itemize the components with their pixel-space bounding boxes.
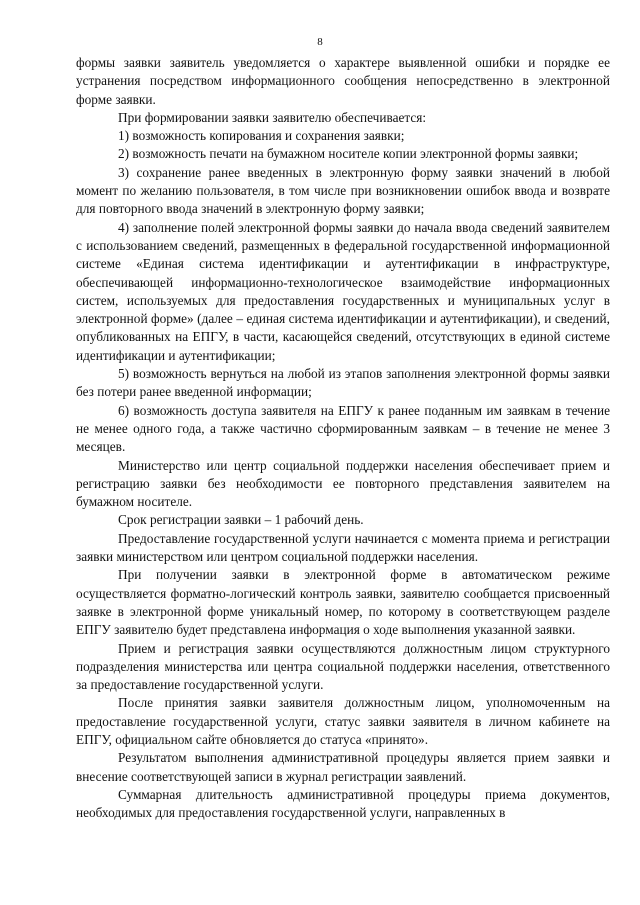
document-body [76, 54, 610, 822]
paragraph: При получении заявки в электронной форме в автоматическом режиме осуществляется форматно-логический контроль заявки, заявителю сообщается присвоенный заявке в электронной форме уникальный номер, по которому в соответствующем разделе ЕПГУ заявителю будет представлена информация о ходе выполнения указанной заявки. [76, 567, 610, 638]
paragraph: Прием и регистрация заявки осуществляются должностным лицом структурного подразделения министерства или центра социальной поддержки населения, ответственного за предоставление государственной услуги. [76, 640, 610, 693]
paragraph: формы заявки заявитель уведомляется о характере выявленной ошибки и порядке ее устранения посредством информационного сообщения непосредственно в электронной форме заявки. [76, 55, 610, 107]
list-item: 6) возможность доступа заявителя на ЕПГУ к ранее поданным им заявкам в течение не менее одного года, а также частично сформированным заявкам – в течение не менее 3 месяцев. [76, 402, 610, 455]
paragraph: Суммарная длительность административной процедуры приема документов, необходимых для предоставления государственной услуги, направленных в [76, 786, 610, 821]
paragraph: Предоставление государственной услуги начинается с момента приема и регистрации заявки министерством или центром социальной поддержки населения. [76, 530, 610, 565]
paragraph: При формировании заявки заявителю обеспечивается: [118, 109, 427, 125]
page-number: 8 [317, 36, 323, 48]
paragraph: Результатом выполнения административной процедуры является прием заявки и внесение соответствующей записи в журнал регистрации заявлений. [76, 750, 610, 784]
list-item: 3) сохранение ранее введенных в электронную форму заявки значений в любой момент по желанию пользователя, в том числе при возникновении ошибок ввода и возврате для повторного ввода значений в электронную форму заявки; [76, 164, 610, 217]
paragraph: Срок регистрации заявки – 1 рабочий день. [118, 512, 364, 528]
list-item: 5) возможность вернуться на любой из этапов заполнения электронной формы заявки без потери ранее введенной информации; [76, 366, 610, 400]
list-item: 1) возможность копирования и сохранения заявки; [118, 128, 405, 144]
list-item: 4) заполнение полей электронной формы заявки до начала ввода сведений заявителем с использованием сведений, размещенных в федеральной государственной информационной системе «Единая система идентификации и аутентификации в инфраструктуре, обеспечивающей информационно-технологическое взаимодействие информационных систем, используемых для предоставления государственных и муниципальных услуг в электронной форме» (далее – единая система идентификации и аутентификации), и сведений, опубликованных на ЕПГУ, в части, касающейся сведений, отсутствующих в единой системе идентификации и аутентификации; [76, 219, 610, 363]
paragraph: После принятия заявки заявителя должностным лицом, уполномоченным на предоставление государственной услуги, статус заявки заявителя в личном кабинете на ЕПГУ, официальном сайте обновляется до статуса «принято». [76, 695, 610, 747]
list-item: 2) возможность печати на бумажном носителе копии электронной формы заявки; [118, 146, 579, 162]
paragraph: Министерство или центр социальной поддержки населения обеспечивает прием и регистрацию заявки без необходимости ее повторного представления заявителем на бумажном носителе. [76, 457, 610, 510]
